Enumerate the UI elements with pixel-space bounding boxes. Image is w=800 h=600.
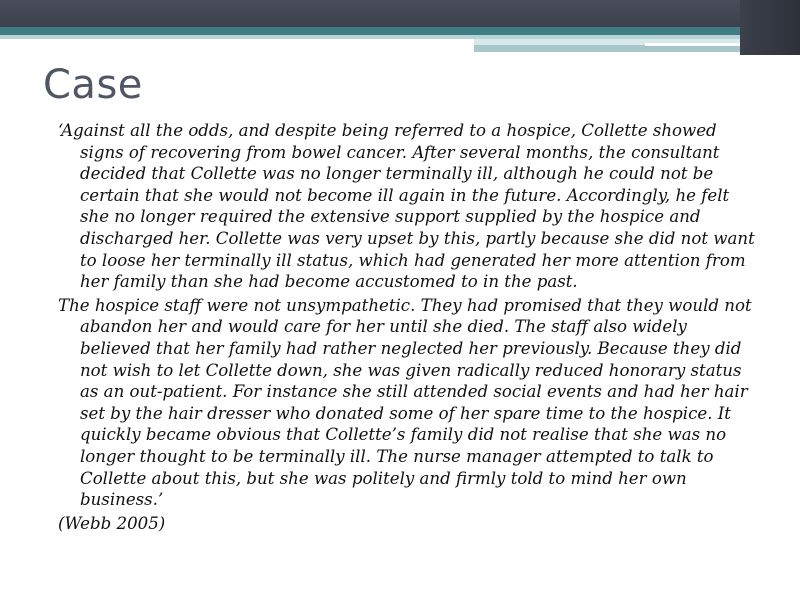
header-accent-band — [474, 45, 740, 52]
header-accent-highlight — [645, 43, 740, 46]
case-text-body — [58, 120, 758, 534]
header-corner-block — [740, 0, 800, 55]
slide-title: Case — [43, 62, 143, 108]
case-paragraph-2: The hospice staff were not unsympathetic. They had promised that they would not abandon her and would care for her until she died. The staff also widely believed that her family had rather neglected her previously. Because they did not wish to let Collette down, she was given radically reduced honorary status as an out-patient. For instance she still attended social events and had her hair set by the hair dresser who donated some of her spare time to the hospice. It quickly became obvious that Collette’s family did not realise that she was no longer thought to be terminally ill. The nurse manager attempted to talk to Collette about this, but she was politely and firmly told to mind her own business.’ — [58, 295, 752, 510]
header-teal-band — [0, 27, 800, 35]
header-dark-band — [0, 0, 800, 27]
citation: (Webb 2005) — [58, 513, 166, 533]
case-paragraph-1: ‘Against all the odds, and despite being referred to a hospice, Collette showed signs of recovering from bowel cancer. After several months, the consultant decided that Collette was no longer terminally ill, although he could not be certain that she would not become ill again in the future. Accordingly, he felt she no longer required the extensive support supplied by the hospice and discharged her. Collette was very upset by this, partly because she did not want to loose her terminally ill status, which had generated her more attention from her family than she had become accustomed to in the past. — [58, 121, 755, 292]
